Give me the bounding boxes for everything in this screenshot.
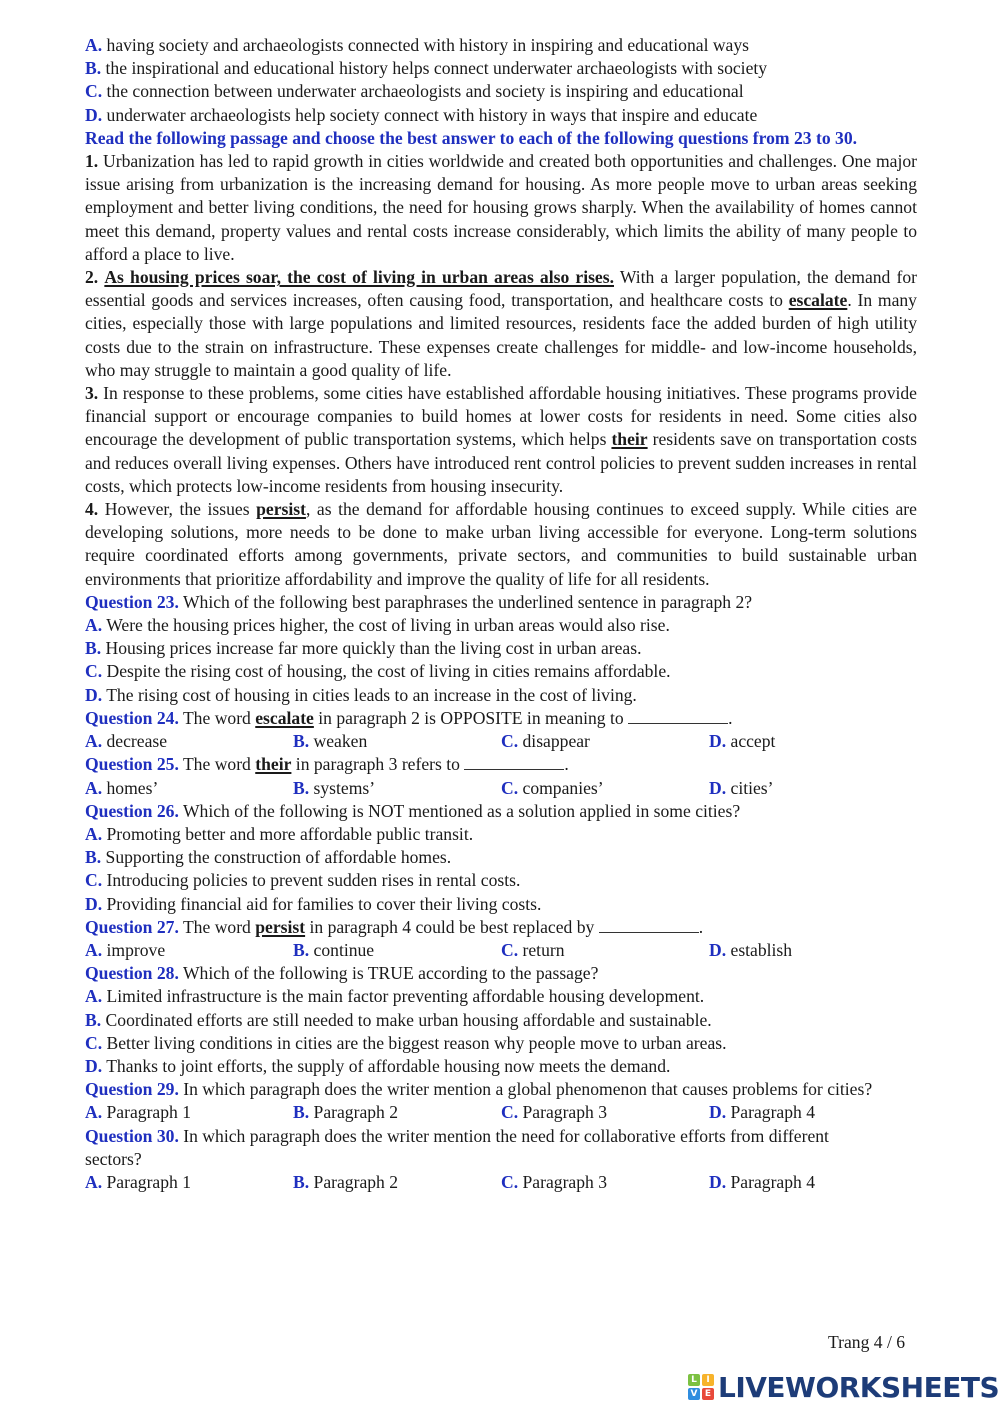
option-d[interactable]: D. Thanks to joint efforts, the supply of affordable housing now meets the demand. xyxy=(85,1055,671,1076)
options-row xyxy=(85,730,917,753)
option-a[interactable]: A. Paragraph 1 xyxy=(85,1102,192,1123)
keyword-escalate: escalate xyxy=(788,290,848,311)
keyword-persist: persist xyxy=(256,499,306,520)
option-a[interactable]: A. decrease xyxy=(85,731,168,752)
option-b[interactable]: B. continue xyxy=(293,939,375,960)
question-stem: Question 27. The word persist in paragraph 4 could be best replaced by . xyxy=(85,916,704,937)
option-a[interactable]: A. improve xyxy=(85,939,166,960)
underlined-sentence: As housing prices soar, the cost of living in urban areas also rises. xyxy=(104,267,614,288)
option-d[interactable]: D. Paragraph 4 xyxy=(709,1171,816,1192)
option-d[interactable]: D. The rising cost of housing in cities leads to an increase in the cost of living. xyxy=(85,684,637,705)
options-row xyxy=(85,1101,917,1124)
passage-paragraph-3: 3. In response to these problems, some cities have established affordable housing initiatives. These programs provide financial support or encourage companies to build homes at lower costs for residents in need. Some cities also encourage the development of public transportation systems, which helps their residents save on transportation costs and reduces overall living expenses. Others have introduced rent control policies to prevent sudden increases in rental costs, which protects low-income residents from housing insecurity. xyxy=(85,383,917,496)
question-stem: Question 26. Which of the following is NOT mentioned as a solution applied in some cities? xyxy=(85,800,741,821)
question-23 xyxy=(85,591,917,707)
option-b[interactable]: B. Paragraph 2 xyxy=(293,1171,399,1192)
option-b[interactable]: B. Paragraph 2 xyxy=(293,1102,399,1123)
worksheet-page xyxy=(85,34,917,1194)
question-27 xyxy=(85,916,917,962)
passage-paragraph-4: 4. However, the issues persist, as the demand for affordable housing continues to exceed supply. While cities are developing solutions, more needs to be done to make urban living accessible for everyone. Long-term solutions require coordinated efforts among governments, private sectors, and communities to build sustainable urban environments that prioritize affordability and improve the quality of life for all residents. xyxy=(85,499,917,589)
option-b[interactable]: B. systems’ xyxy=(293,777,376,798)
question-stem: Question 28. Which of the following is TRUE according to the passage? xyxy=(85,963,599,984)
logo-text: LIVEWORKSHEETS xyxy=(718,1370,1000,1404)
logo-tiles-icon: L I V E xyxy=(688,1374,714,1400)
option-c[interactable]: C. companies’ xyxy=(501,777,604,798)
option-c[interactable]: C. Better living conditions in cities are the biggest reason why people move to urban areas. xyxy=(85,1032,727,1053)
option-c[interactable]: C. Paragraph 3 xyxy=(501,1171,608,1192)
option-a[interactable]: A. Were the housing prices higher, the cost of living in urban areas would also rise. xyxy=(85,615,670,636)
option-d[interactable]: D. Providing financial aid for families to cover their living costs. xyxy=(85,893,542,914)
option-c[interactable]: C. Paragraph 3 xyxy=(501,1102,608,1123)
liveworksheets-logo[interactable] xyxy=(688,1372,999,1402)
question-28 xyxy=(85,962,917,1078)
option-b[interactable]: B. Coordinated efforts are still needed to make urban housing affordable and sustainable. xyxy=(85,1009,712,1030)
keyword-escalate: escalate xyxy=(255,707,314,728)
option-c[interactable]: C. Introducing policies to prevent sudden rises in rental costs. xyxy=(85,870,521,891)
option-b[interactable]: B. Housing prices increase far more quickly than the living cost in urban areas. xyxy=(85,638,642,659)
question-stem: Question 24. The word escalate in paragraph 2 is OPPOSITE in meaning to . xyxy=(85,707,733,728)
question-29 xyxy=(85,1078,917,1124)
option-d[interactable]: D. cities’ xyxy=(709,777,774,798)
option-a[interactable]: A. having society and archaeologists connected with history in inspiring and educational ways xyxy=(85,35,750,55)
answer-blank[interactable] xyxy=(628,709,728,724)
options-row xyxy=(85,777,917,800)
option-c[interactable]: C. the connection between underwater archaeologists and society is inspiring and educational xyxy=(85,81,744,102)
options-row xyxy=(85,939,917,962)
option-a[interactable]: A. homes’ xyxy=(85,777,159,798)
keyword-their: their xyxy=(611,429,648,450)
page-indicator: Trang 4 / 6 xyxy=(828,1332,906,1352)
passage-paragraph-1: 1. Urbanization has led to rapid growth in cities worldwide and created both opportunities and challenges. One major issue arising from urbanization is the increasing demand for housing. As more people move to urban areas seeking employment and better living conditions, the need for housing grows sharply. When the availability of homes cannot meet this demand, property values and rental costs increase considerably, which limits the ability of many people to afford a place to live. xyxy=(85,151,917,264)
question-stem: Question 30. In which paragraph does the writer mention the need for collaborative efforts from different sectors? xyxy=(85,1125,829,1169)
answer-blank[interactable] xyxy=(464,755,564,770)
keyword-their: their xyxy=(255,754,292,775)
question-stem: Question 23. Which of the following best paraphrases the underlined sentence in paragraph 2? xyxy=(85,591,753,612)
option-b[interactable]: B. Supporting the construction of affordable homes. xyxy=(85,847,452,868)
question-30 xyxy=(85,1125,917,1195)
prev-question-options xyxy=(85,34,917,127)
options-row xyxy=(85,1171,917,1194)
keyword-persist: persist xyxy=(255,916,306,937)
option-a[interactable]: A. Limited infrastructure is the main factor preventing affordable housing development. xyxy=(85,986,705,1007)
option-b[interactable]: B. the inspirational and educational history helps connect underwater archaeologists with society xyxy=(85,58,768,79)
section-instruction: Read the following passage and choose the best answer to each of the following questions from 23 to 30. xyxy=(85,127,858,148)
option-d[interactable]: D. accept xyxy=(709,731,776,752)
option-d[interactable]: D. underwater archaeologists help society connect with history in ways that inspire and educate xyxy=(85,104,758,125)
option-c[interactable]: C. return xyxy=(501,939,565,960)
question-26 xyxy=(85,800,917,916)
option-d[interactable]: D. Paragraph 4 xyxy=(709,1102,816,1123)
question-stem: Question 25. The word their in paragraph 3 refers to . xyxy=(85,754,569,775)
question-25 xyxy=(85,753,917,799)
passage-paragraph-2: 2. As housing prices soar, the cost of living in urban areas also rises. With a larger population, the demand for essential goods and services increases, often causing food, transportation, and healthcare costs to escalate. In many cities, especially those with large populations and limited resources, residents face the added burden of high utility costs due to the strain on infrastructure. These expenses create challenges for middle- and low-income households, who may struggle to maintain a good quality of life. xyxy=(85,267,917,380)
option-a[interactable]: A. Paragraph 1 xyxy=(85,1171,192,1192)
option-c[interactable]: C. Despite the rising cost of housing, the cost of living in cities remains affordable. xyxy=(85,661,671,682)
option-c[interactable]: C. disappear xyxy=(501,731,590,752)
question-24 xyxy=(85,707,917,753)
option-d[interactable]: D. establish xyxy=(709,939,793,960)
option-a[interactable]: A. Promoting better and more affordable public transit. xyxy=(85,823,474,844)
question-stem: Question 29. In which paragraph does the writer mention a global phenomenon that causes problems for cities? xyxy=(85,1079,873,1100)
answer-blank[interactable] xyxy=(599,918,699,933)
option-b[interactable]: B. weaken xyxy=(293,731,368,752)
